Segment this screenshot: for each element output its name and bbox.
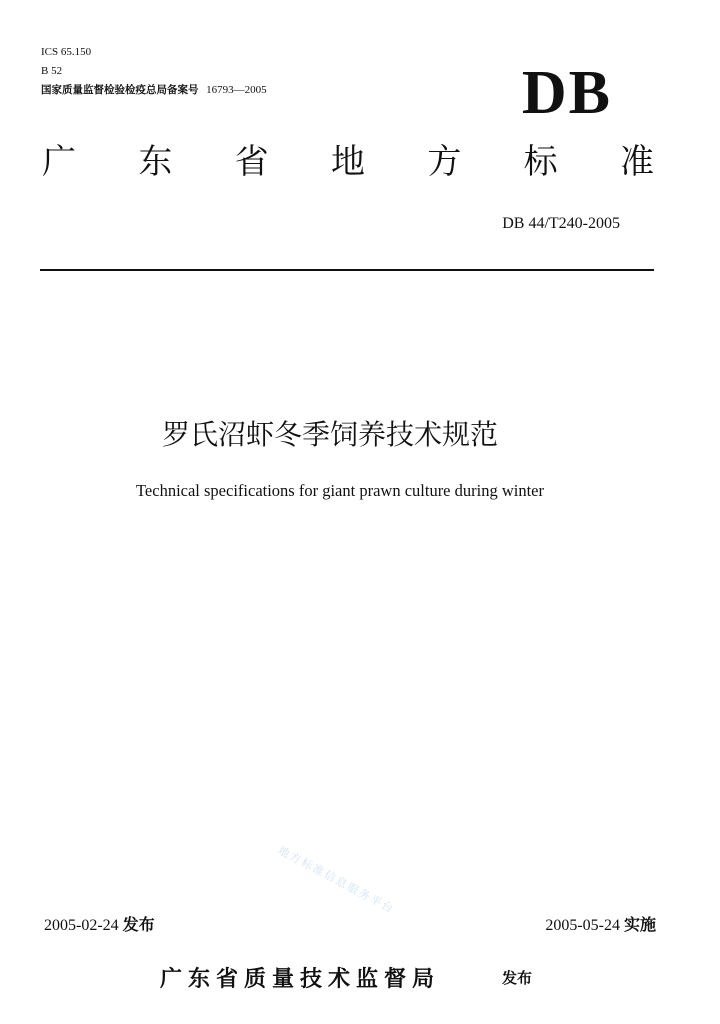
category-char: 地 — [330, 142, 365, 182]
publish-label: 发布 — [502, 969, 533, 987]
title-english: Technical specifications for giant prawn culture during winter — [136, 481, 544, 500]
category-char: 准 — [619, 142, 654, 182]
classification-code: B 52 — [41, 65, 63, 77]
issue-date-value: 2005-02-24 — [44, 917, 119, 934]
watermark: 地方标准信息服务平台 — [275, 843, 397, 917]
ics-code: ICS 65.150 — [41, 46, 92, 58]
filing-record — [41, 82, 267, 98]
implementation-date — [545, 912, 656, 935]
db-logo: DB — [521, 59, 612, 127]
title-chinese: 罗氏沼虾冬季饲养技术规范 — [161, 418, 498, 451]
implementation-date-value: 2005-05-24 — [545, 917, 620, 934]
category-char: 省 — [234, 142, 269, 182]
publisher: 广东省质量技术监督局 — [160, 967, 441, 992]
issue-date — [44, 912, 155, 935]
standard-number: DB 44/T240-2005 — [502, 215, 620, 232]
category-char: 标 — [523, 142, 558, 182]
filing-label: 国家质量监督检验检疫总局备案号 — [41, 84, 199, 96]
implementation-label: 实施 — [623, 915, 656, 934]
standard-category — [42, 140, 654, 184]
category-char: 广 — [42, 142, 76, 182]
category-char: 东 — [138, 142, 173, 182]
filing-number: 16793—2005 — [206, 84, 267, 96]
category-char: 方 — [427, 142, 462, 182]
issue-label: 发布 — [122, 915, 155, 934]
header-divider — [40, 269, 654, 271]
